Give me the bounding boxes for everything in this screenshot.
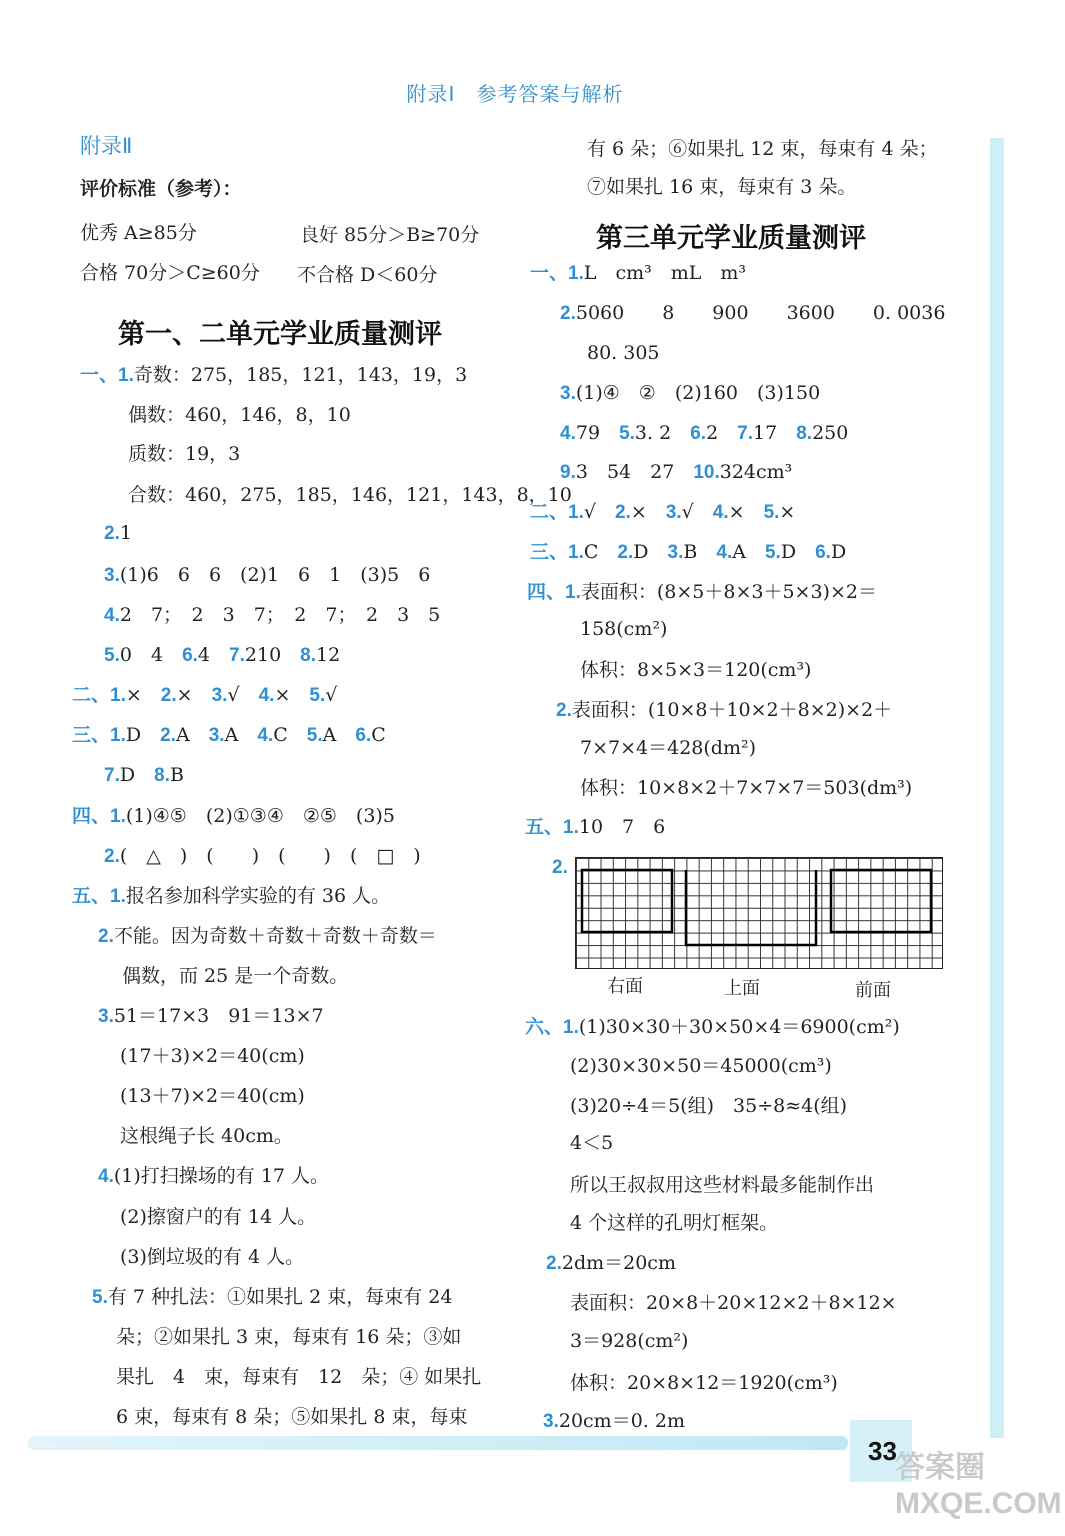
answer-line: 体积：8×5×3＝120(cm³) (580, 659, 812, 681)
answer-line: 表面积：20×8＋20×12×2＋8×12× (570, 1292, 897, 1314)
answer-line: 合数：460，275，185，146，121，143，8，10 (128, 484, 572, 506)
answer-line: 二、1.× 2.× 3.√ 4.× 5.√ (72, 684, 338, 706)
answer-line: 一、1.奇数：275，185，121，143，19，3 (80, 364, 468, 386)
grade-a: 优秀 A≥85分 (80, 222, 197, 244)
eval-title: 评价标准（参考）： (80, 178, 242, 200)
answer-line: (2)30×30×50＝45000(cm³) (570, 1055, 832, 1077)
answer-line: 朵；②如果扎 3 束，每束有 16 朵；③如 (116, 1326, 462, 1348)
appendix-title: 附录Ⅱ (80, 134, 133, 158)
answer-line: 3.20cm＝0. 2m (543, 1410, 685, 1432)
grade-d: 不合格 D＜60分 (297, 264, 438, 286)
answer-line: 四、1.表面积：(8×5＋8×3＋5×3)×2＝ (527, 581, 877, 603)
answer-line: 5.有 7 种扎法：①如果扎 2 束，每束有 24 (92, 1286, 453, 1308)
answer-line: 2.不能。因为奇数＋奇数＋奇数＋奇数＝ (98, 925, 437, 947)
answer-line: 所以王叔叔用这些材料最多能制作出 (570, 1174, 875, 1196)
answer-line: 二、1.√ 2.× 3.√ 4.× 5.× (530, 501, 796, 523)
answer-line: 4.(1)打扫操场的有 17 人。 (98, 1165, 330, 1187)
answer-line: 4.2 7； 2 3 7； 2 7； 2 3 5 (104, 604, 441, 626)
decorative-bottom-band (28, 1436, 848, 1450)
answer-line: 2.2dm＝20cm (546, 1252, 676, 1274)
answer-line: 六、1.(1)30×30＋30×50×4＝6900(cm²) (525, 1016, 900, 1038)
section-title-unit-3: 第三单元学业质量测评 (596, 223, 866, 254)
answer-line: 158(cm²) (580, 618, 668, 640)
answer-line: 一、1.L cm³ mL m³ (530, 262, 747, 284)
section-title-units-1-2: 第一、二单元学业质量测评 (118, 319, 442, 350)
grid-label-top: 上面 (724, 978, 760, 999)
answer-line: 这根绳子长 40cm。 (120, 1125, 293, 1147)
answer-line: 2.( △ ) ( ) ( ) ( □ ) (104, 845, 421, 867)
answer-line: 3.(1)6 6 6 (2)1 6 1 (3)5 6 (104, 564, 431, 586)
answer-line: 7.D 8.B (104, 764, 184, 786)
answer-line: 2.1 (104, 522, 132, 544)
answer-line: 体积：20×8×12＝1920(cm³) (570, 1372, 838, 1394)
answer-line: 三、1.D 2.A 3.A 4.C 5.A 6.C (72, 724, 386, 746)
view-outlines (576, 858, 944, 970)
answer-line: 3.(1)④ ② (2)160 (3)150 (560, 382, 821, 404)
watermark-logo: 答案圈 MXQE.COM (895, 1451, 1062, 1520)
grid-label-front: 前面 (855, 980, 891, 1001)
answer-line: 80. 305 (587, 342, 660, 364)
page-header: 附录Ⅰ 参考答案与解析 (406, 82, 624, 106)
answer-line: 果扎 4 束，每束有 12 朵；④ 如果扎 (116, 1366, 482, 1388)
answer-line: ⑦如果扎 16 束，每束有 3 朵。 (587, 176, 857, 198)
grid-label-right: 右面 (607, 976, 643, 997)
answer-line: 9.3 54 27 10.324cm³ (560, 461, 793, 483)
answer-line: 4.79 5.3. 2 6.2 7.17 8.250 (560, 422, 849, 444)
answer-line: 3＝928(cm²) (570, 1330, 689, 1352)
answer-line: 体积：10×8×2＋7×7×7＝503(dm³) (580, 777, 913, 799)
answer-line: 4 个这样的孔明灯框架。 (570, 1212, 779, 1234)
decorative-side-bar (990, 138, 1004, 1438)
answer-line: 质数：19，3 (128, 443, 241, 465)
answer-line: 6 束，每束有 8 朵；⑤如果扎 8 束，每束 (116, 1406, 468, 1428)
three-view-grid-figure (575, 857, 943, 969)
answer-line: (13＋7)×2＝40(cm) (120, 1085, 305, 1107)
answer-line: 有 6 朵；⑥如果扎 12 束，每束有 4 朵； (587, 138, 938, 160)
answer-line: 5.0 4 6.4 7.210 8.12 (104, 644, 341, 666)
answer-line: (3)倒垃圾的有 4 人。 (120, 1246, 305, 1268)
grade-c: 合格 70分＞C≥60分 (80, 262, 260, 284)
answer-line: 偶数，而 25 是一个奇数。 (122, 965, 349, 987)
answer-line: 五、1.10 7 6 (525, 816, 666, 838)
grade-b: 良好 85分＞B≥70分 (300, 224, 480, 246)
answer-line: (3)20÷4＝5(组) 35÷8≈4(组) (570, 1095, 848, 1117)
answer-line: 三、1.C 2.D 3.B 4.A 5.D 6.D (530, 541, 847, 563)
answer-line: 2. (552, 857, 568, 878)
answer-line: 2.表面积：(10×8＋10×2＋8×2)×2＋ (556, 699, 893, 721)
answer-line: 4＜5 (570, 1132, 614, 1154)
answer-line: 7×7×4＝428(dm²) (580, 737, 756, 759)
answer-line: 四、1.(1)④⑤ (2)①③④ ②⑤ (3)5 (72, 805, 395, 827)
answer-line: (2)擦窗户的有 14 人。 (120, 1206, 317, 1228)
answer-line: 2.5060 8 900 3600 0. 0036 (560, 302, 946, 324)
answer-line: 3.51＝17×3 91＝13×7 (98, 1005, 324, 1027)
answer-line: 偶数：460，146，8，10 (128, 404, 351, 426)
page-number: 33 (868, 1436, 897, 1466)
answer-line: (17＋3)×2＝40(cm) (120, 1045, 305, 1067)
answer-line: 五、1.报名参加科学实验的有 36 人。 (72, 885, 391, 907)
